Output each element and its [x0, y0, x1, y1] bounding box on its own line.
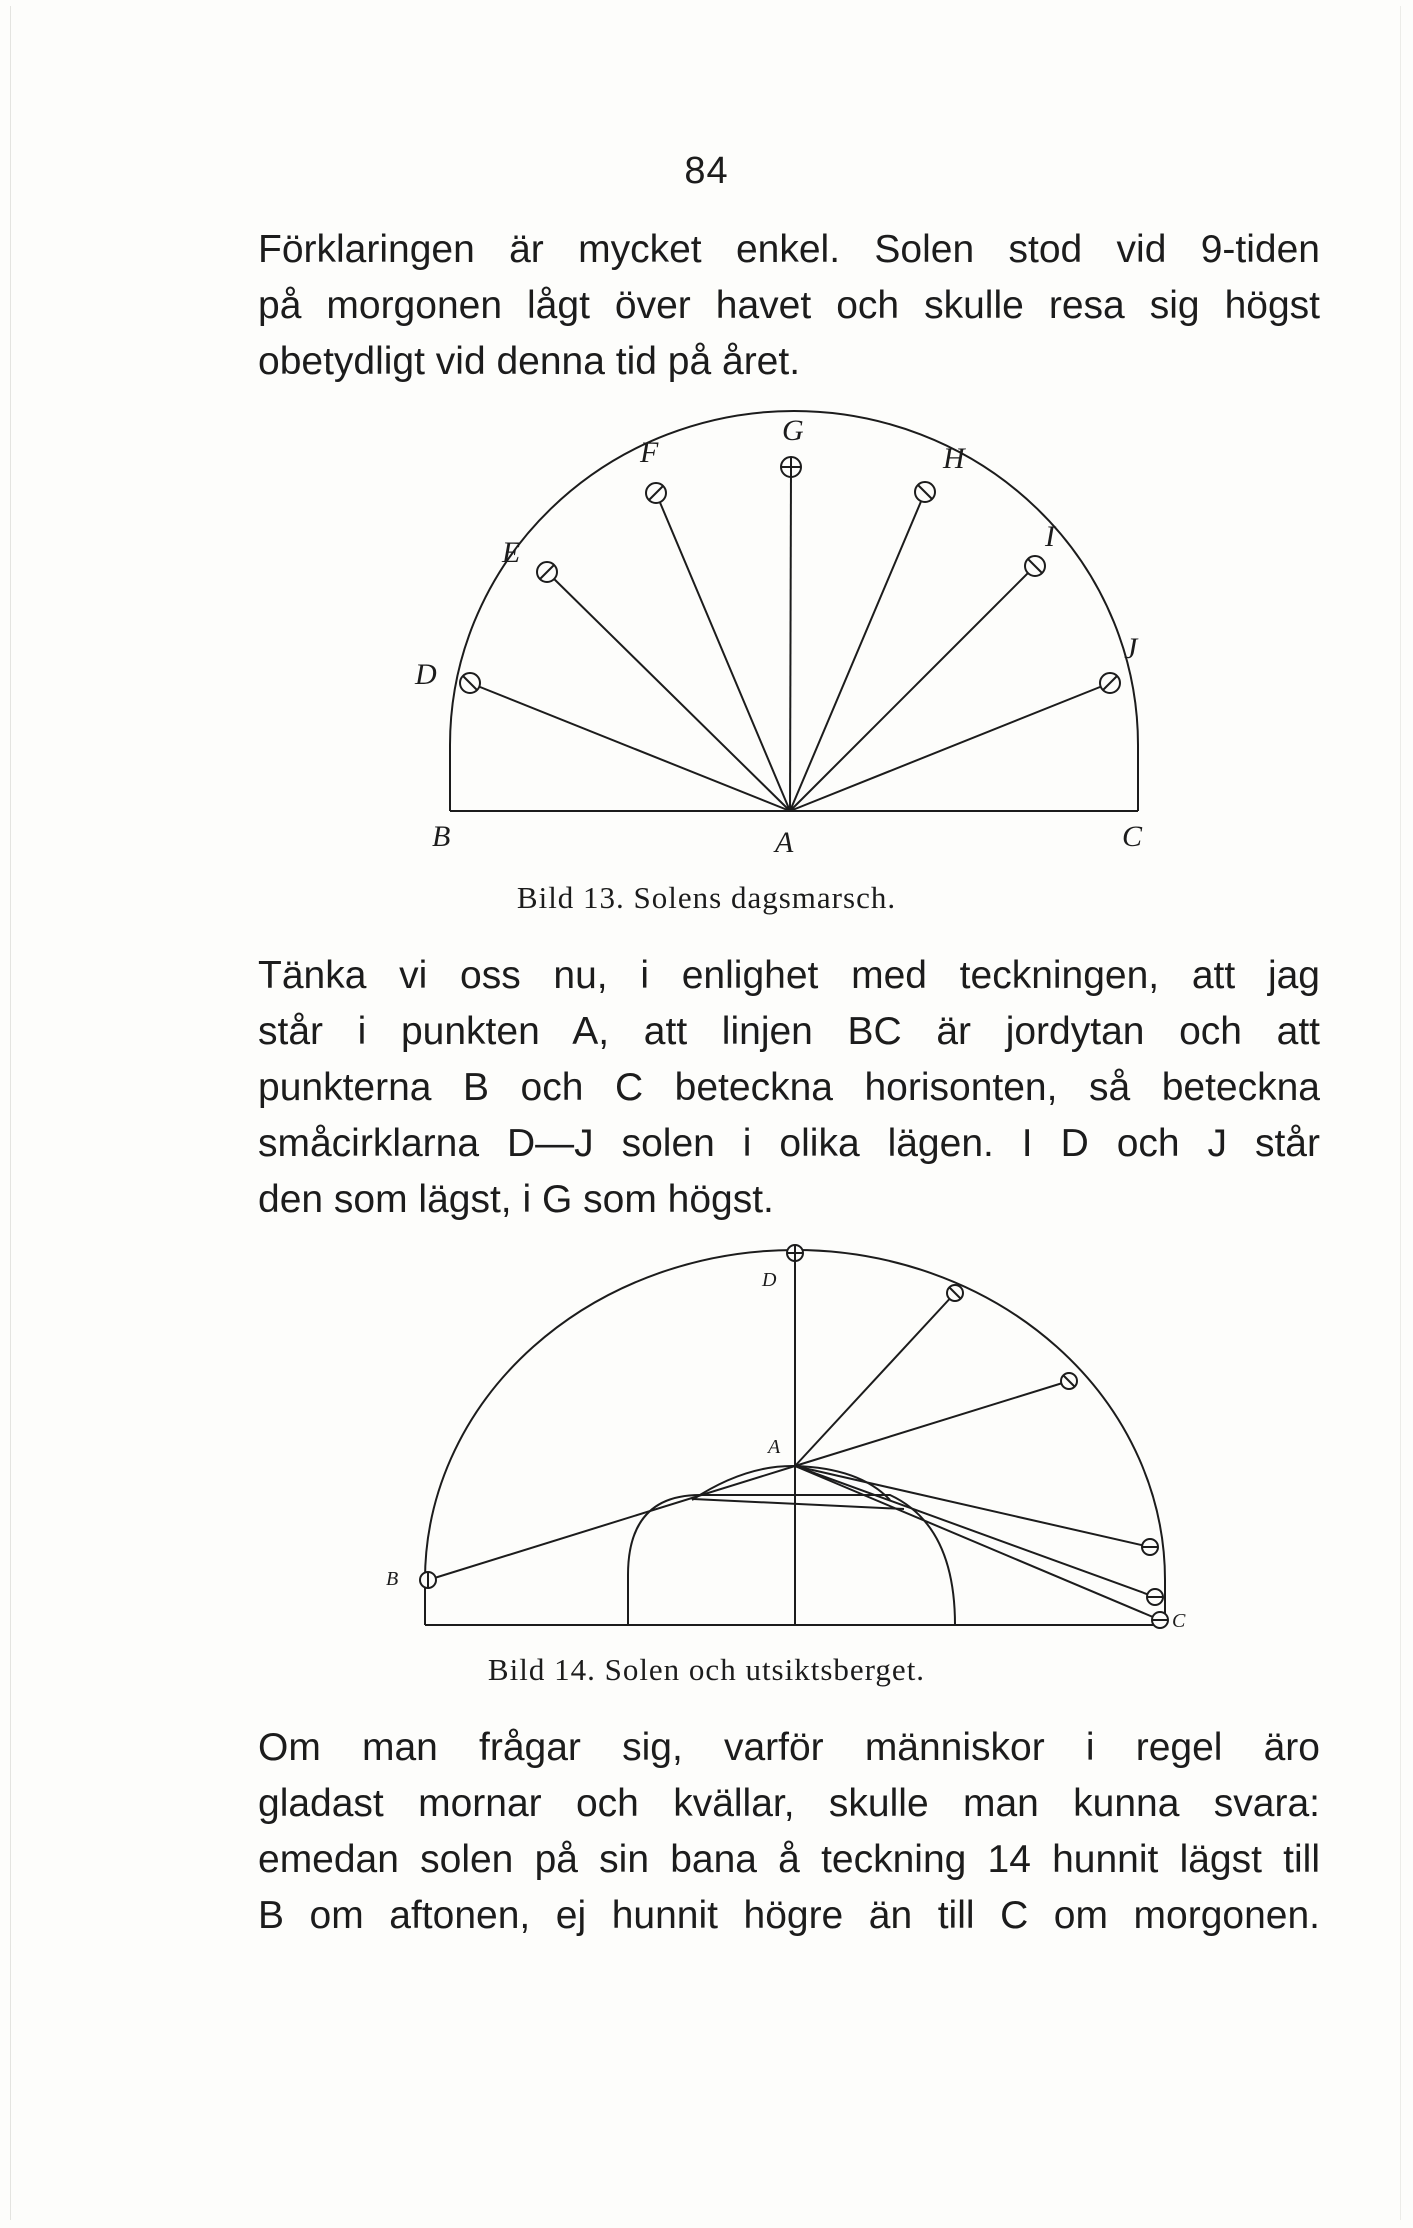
ray-J — [790, 683, 1110, 811]
sun-circle-H — [915, 482, 935, 502]
label-F: F — [640, 436, 659, 469]
sun-circle-G — [781, 457, 801, 477]
paragraph-2 — [258, 948, 1320, 1228]
paragraph-3 — [258, 1720, 1320, 1944]
label-C: C — [1122, 820, 1143, 853]
page-number: 84 — [684, 150, 729, 192]
text-line: småcirklarna D—J solen i olika lägen. I D och J står — [258, 1122, 1320, 1165]
text-line: står i punkten A, att linjen BC är jordytan och att — [258, 1010, 1320, 1053]
text-line: emedan solen på sin bana å teckning 14 hunnit lägst till — [258, 1838, 1320, 1881]
ray-upper-1 — [795, 1293, 955, 1466]
sun-circle-J — [1100, 673, 1120, 693]
label-E: E — [502, 536, 521, 569]
sun-circle-top — [787, 1245, 803, 1261]
ray-I — [790, 566, 1035, 811]
label-B: B — [432, 820, 451, 853]
figure-13-caption: Bild 13. Solens dagsmarsch. — [516, 880, 897, 915]
text-line: obetydligt vid denna tid på året. — [258, 340, 801, 383]
sun-circle-B — [420, 1572, 436, 1588]
text-line: Förklaringen är mycket enkel. Solen stod vid 9-tiden — [258, 228, 1320, 271]
ray-lower-2 — [795, 1466, 1155, 1597]
text-line: B om aftonen, ej hunnit högre än till C om morgonen. — [258, 1894, 1320, 1937]
label-A: A — [768, 1436, 781, 1458]
sun-circle — [1142, 1539, 1158, 1555]
ray-E — [547, 572, 790, 811]
label-A: A — [775, 826, 794, 859]
sun-circle — [1147, 1589, 1163, 1605]
sun-circle — [947, 1285, 963, 1301]
summit-line — [693, 1499, 904, 1509]
figure-13-diagram — [400, 405, 1160, 865]
text-line: Tänka vi oss nu, i enlighet med teckningen, att jag — [258, 954, 1320, 997]
figure-14-caption: Bild 14. Solen och utsiktsberget. — [487, 1652, 926, 1687]
text-line: punkterna B och C beteckna horisonten, så beteckna — [258, 1066, 1320, 1109]
label-H: H — [943, 442, 965, 475]
ray-upper-2 — [795, 1381, 1069, 1466]
paragraph-1 — [258, 222, 1320, 390]
ray-G — [790, 467, 791, 811]
label-B: B — [386, 1568, 399, 1590]
ray-F — [656, 493, 790, 811]
sun-circle-I — [1025, 556, 1045, 576]
label-I: I — [1045, 520, 1055, 553]
ray-D — [470, 683, 790, 811]
label-D: D — [415, 658, 437, 691]
ray-to-C — [795, 1466, 1160, 1620]
text-line: Om man frågar sig, varför människor i regel äro — [258, 1726, 1320, 1769]
sun-circle — [1061, 1373, 1077, 1389]
sun-circle-C — [1152, 1612, 1168, 1628]
ray-H — [790, 492, 925, 811]
sun-circle-E — [537, 562, 557, 582]
label-D: D — [762, 1269, 777, 1291]
sun-circle-D — [460, 673, 480, 693]
label-J: J — [1124, 632, 1138, 665]
label-C: C — [1172, 1610, 1186, 1632]
text-line: den som lägst, i G som högst. — [258, 1178, 774, 1221]
sun-circle-F — [646, 483, 666, 503]
text-line: gladast mornar och kvällar, skulle man kunna svara: — [258, 1782, 1320, 1825]
mountain-outline — [628, 1495, 955, 1625]
label-G: G — [782, 414, 804, 447]
figure-14-diagram — [370, 1235, 1210, 1635]
text-line: på morgonen lågt över havet och skulle resa sig högst — [258, 284, 1320, 327]
ray-to-B — [428, 1466, 795, 1580]
